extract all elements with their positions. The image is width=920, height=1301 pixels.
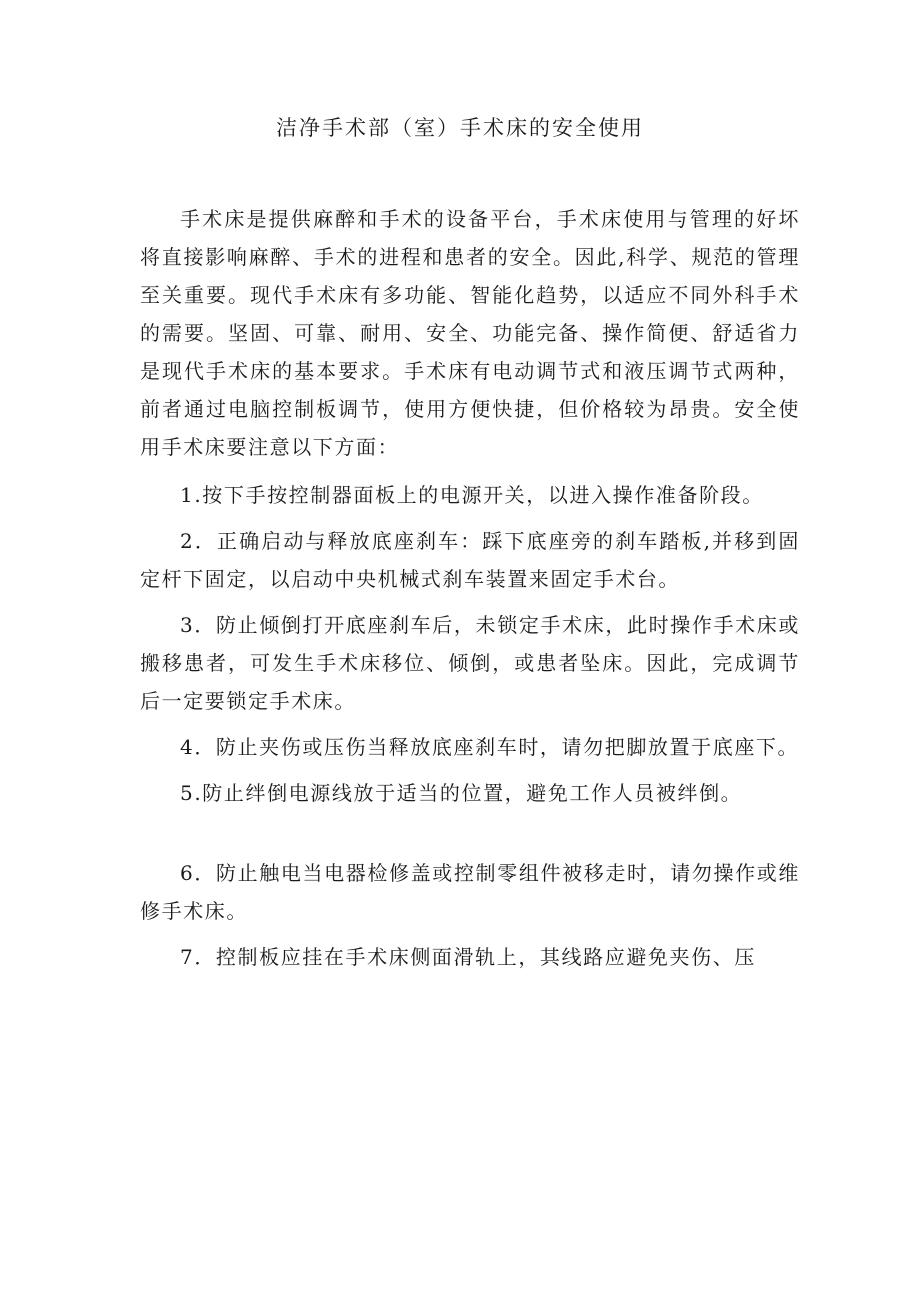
intro-paragraph: 手术床是提供麻醉和手术的设备平台，手术床使用与管理的好坏将直接影响麻醉、手术的进程和患者的安全。因此,科学、规范的管理至关重要。现代手术床有多功能、智能化趋势，以适应不同外科手术的需要。坚固、可靠、耐用、安全、功能完备、操作简便、舒适省力是现代手术床的基本要求。手术床有电动调节式和液压调节式两种，前者通过电脑控制板调节，使用方便快捷，但价格较为昂贵。安全使用手术床要注意以下方面：	[140, 207, 800, 459]
item-2-paragraph: 2．正确启动与释放底座刹车：踩下底座旁的刹车踏板,并移到固定杆下固定，以启动中央机械式刹车装置来固定手术台。	[140, 529, 800, 591]
item-1-paragraph: 1.按下手按控制器面板上的电源开关，以进入操作准备阶段。	[180, 483, 764, 507]
item-6-paragraph: 6．防止触电当电器检修盖或控制零组件被移走时，请勿操作或维修手术床。	[140, 861, 800, 923]
document-title: 洁净手术部（室）手术床的安全使用	[276, 116, 644, 140]
document-body	[140, 200, 800, 976]
item-3-paragraph: 3．防止倾倒打开底座刹车后，未锁定手术床，此时操作手术床或搬移患者，可发生手术床移位、倾倒，或患者坠床。因此，完成调节后一定要锁定手术床。	[140, 613, 800, 713]
item-4-paragraph: 4．防止夹伤或压伤当释放底座刹车时，请勿把脚放置于底座下。	[180, 735, 800, 759]
item-5-paragraph: 5.防止绊倒电源线放于适当的位置，避免工作人员被绊倒。	[180, 781, 743, 805]
item-7-paragraph: 7．控制板应挂在手术床侧面滑轨上，其线路应避免夹伤、压	[180, 945, 756, 969]
